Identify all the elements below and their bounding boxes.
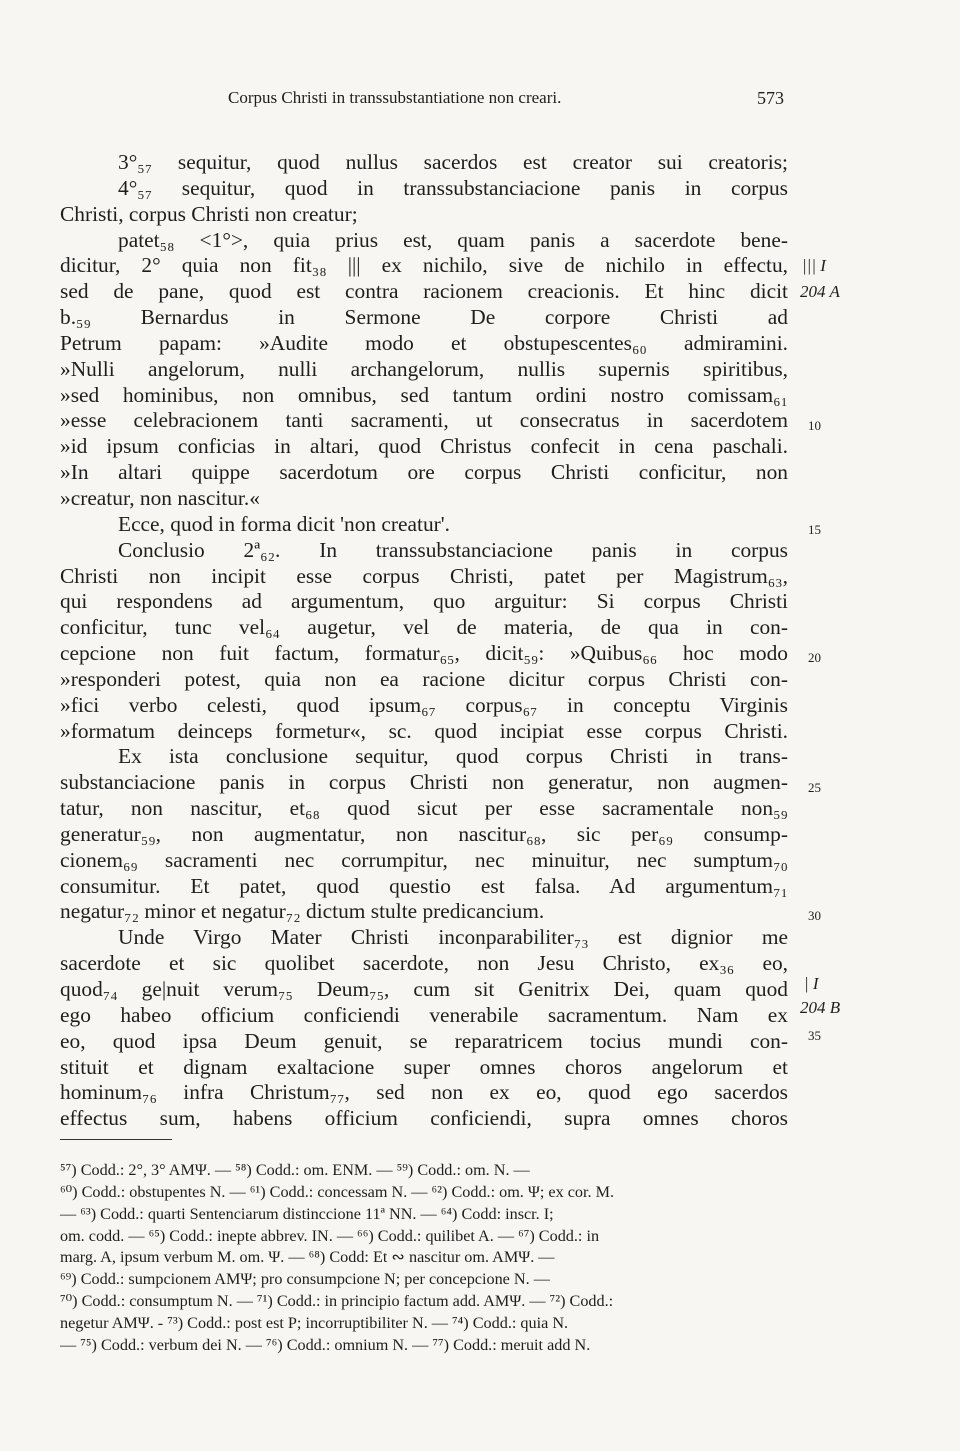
line-number: 30	[808, 908, 821, 923]
running-head-title: Corpus Christi in transsubstantiatione non creari.	[228, 88, 562, 107]
line-number: 35	[808, 1028, 821, 1043]
main-text	[60, 150, 788, 1132]
text-line: generatur₅₉, non augmentatur, non nascitur₆₈, sic per₆₉ consump-	[60, 821, 788, 846]
text-line: »In altari quippe sacerdotum ore corpus Christi conficitur, non	[60, 460, 788, 485]
footnotes	[60, 1160, 788, 1357]
text-line: sacerdote et sic quolibet sacerdote, non Jesu Christo, ex₃₆ eo,	[60, 951, 788, 976]
text-line: qui respondens ad argumentum, quo arguitur: Si corpus Christi	[60, 589, 788, 614]
line-number: 10	[808, 418, 821, 433]
text-line: »formatum deinceps formetur«, sc. quod incipiat esse corpus Christi.	[60, 718, 788, 743]
footnote-line: negetur AMΨ. - ⁷³) Codd.: post est P; incorruptibiliter N. — ⁷⁴) Codd.: quia N.	[60, 1313, 569, 1332]
footnote-line: om. codd. — ⁶⁵) Codd.: inepte abbrev. IN. — ⁶⁶) Codd.: quilibet A. — ⁶⁷) Codd.: in	[60, 1226, 600, 1245]
text-line: stituit et dignam exaltacione super omnes choros angelorum et	[60, 1054, 788, 1079]
line-number: 25	[808, 780, 821, 795]
text-line: Christi, corpus Christi non creatur;	[60, 201, 358, 226]
folio-marker: ||| I	[802, 256, 826, 275]
line-number: 15	[808, 522, 821, 537]
footnote-line: ⁶⁰) Codd.: obstupentes N. — ⁶¹) Codd.: concessam N. — ⁶²) Codd.: om. Ψ; ex cor. M.	[60, 1182, 615, 1201]
text-line: patet₅₈ <1°>, quia prius est, quam panis a sacerdote bene-	[118, 227, 788, 252]
footnote-line: ⁷⁰) Codd.: consumptum N. — ⁷¹) Codd.: in principio factum add. AMΨ. — ⁷²) Codd.:	[60, 1292, 614, 1311]
text-line: »Nulli angelorum, nulli archangelorum, nullis supernis spiritibus,	[60, 356, 788, 381]
text-line: effectus sum, habens officium conficiendi, supra omnes choros	[60, 1106, 788, 1131]
text-line: Petrum papam: »Audite modo et obstupescentes₆₀ admiramini.	[60, 330, 788, 355]
text-line: negatur₇₂ minor et negatur₇₂ dictum stulte predicancium.	[60, 899, 545, 924]
text-line: »esse celebracionem tanti sacramenti, ut consecratus in sacerdotem	[60, 408, 788, 433]
folio-marker: 204 A	[800, 282, 840, 301]
text-line: 4°₅₇ sequitur, quod in transsubstanciacione panis in corpus	[118, 175, 788, 200]
footnote-line: ⁵⁷) Codd.: 2°, 3° AMΨ. — ⁵⁸) Codd.: om. ENM. — ⁵⁹) Codd.: om. N. —	[60, 1161, 530, 1179]
text-line: cionem₆₉ sacramenti nec corrumpitur, nec minuitur, nec sumptum₇₀	[60, 847, 788, 872]
running-head	[0, 88, 960, 112]
text-line: Conclusio 2ª₆₂. In transsubstanciacione panis in corpus	[118, 537, 788, 562]
footnote-rule	[60, 1139, 172, 1140]
footnote-line: — ⁷⁵) Codd.: verbum dei N. — ⁷⁶) Codd.: omnium N. — ⁷⁷) Codd.: meruit add N.	[60, 1335, 591, 1354]
footnote-line: ⁶⁹) Codd.: sumpcionem AMΨ; pro consumpcione N; per concepcione N. —	[60, 1270, 550, 1289]
text-line: »creatur, non nascitur.«	[60, 485, 260, 510]
text-line: hominum₇₆ infra Christum₇₇, sed non ex eo, quod ego sacerdos	[60, 1080, 788, 1105]
text-line: dicitur, 2° quia non fit₃₈ ||| ex nichilo, sive de nichilo in effectu,	[60, 253, 788, 278]
folio-marker: 204 B	[800, 998, 841, 1017]
text-line: Unde Virgo Mater Christi inconparabiliter₇₃ est dignior me	[118, 925, 788, 950]
text-line: b.₅₉ Bernardus in Sermone De corpore Christi ad	[60, 305, 788, 330]
text-line: Christi non incipit esse corpus Christi, patet per Magistrum₆₃,	[60, 563, 788, 588]
text-line: cepcione non fuit factum, formatur₆₅, dicit₅₉: »Quibus₆₆ hoc modo	[60, 641, 788, 666]
footnote-line: — ⁶³) Codd.: quarti Sentenciarum distinccione 11ª NN. — ⁶⁴) Codd: inscr. I;	[60, 1204, 554, 1223]
line-number: 20	[808, 650, 821, 665]
text-line: »fici verbo celesti, quod ipsum₆₇ corpus₆₇ in conceptu Virginis	[60, 692, 788, 717]
text-line: »id ipsum conficias in altari, quod Christus confecit in cena paschali.	[60, 434, 788, 459]
footnote-line: marg. A, ipsum verbum M. om. Ψ. — ⁶⁸) Codd: Et ∾ nascitur om. AMΨ. —	[60, 1248, 555, 1267]
text-line: conficitur, tunc vel₆₄ augetur, vel de materia, de qua in con-	[60, 615, 788, 640]
page-number: 573	[757, 88, 784, 108]
text-line: substanciacione panis in corpus Christi non generatur, non augmen-	[60, 770, 788, 795]
text-line: consumitur. Et patet, quod questio est falsa. Ad argumentum₇₁	[60, 873, 788, 898]
text-line: »sed hominibus, non omnibus, sed tantum ordini nostro comissam₆₁	[60, 382, 788, 407]
text-line: 3°₅₇ sequitur, quod nullus sacerdos est creator sui creatoris;	[118, 150, 788, 174]
text-line: Ex ista conclusione sequitur, quod corpus Christi in trans-	[118, 744, 788, 769]
text-line: quod₇₄ ge|nuit verum₇₅ Deum₇₅, cum sit Genitrix Dei, quam quod	[60, 977, 788, 1001]
text-line: sed de pane, quod est contra racionem creacionis. Et hinc dicit	[60, 279, 788, 304]
folio-marker: | I	[804, 974, 819, 993]
text-line: »responderi potest, quia non ea racione dicitur corpus Christi con-	[60, 666, 788, 691]
text-line: eo, quod ipsa Deum genuit, se reparatricem tocius mundi con-	[60, 1028, 788, 1053]
text-line: Ecce, quod in forma dicit 'non creatur'.	[118, 511, 451, 536]
text-line: tatur, non nascitur, et₆₈ quod sicut per esse sacramentale non₅₉	[60, 796, 788, 821]
text-line: ego habeo officium conficiendi venerabile sacramentum. Nam ex	[60, 1002, 788, 1027]
